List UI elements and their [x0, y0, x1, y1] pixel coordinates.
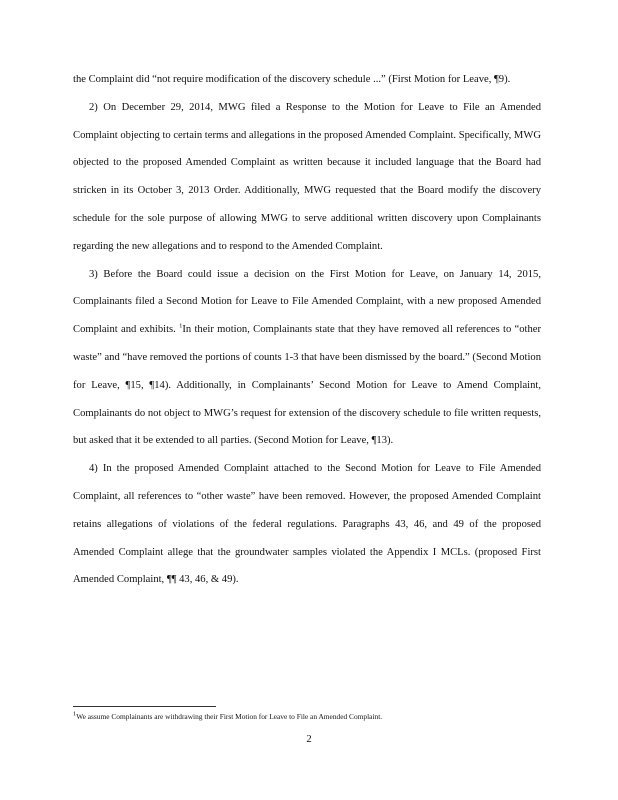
page-number: 2: [306, 734, 312, 745]
footnote-text: We assume Complainants are withdrawing their First Motion for Leave to File an Amended Complaint.: [76, 712, 383, 721]
paragraph-3-before-note: 3) Before the Board could issue a decision on the First Motion for Leave, on January 14, 2015, Complainants filed a Second Motion for Leave to File Amended Complaint, with a new proposed Amended Complaint and exhibits.: [73, 268, 541, 336]
paragraph-continuation: the Complaint did “not require modification of the discovery schedule ...” (First Motion for Leave, ¶9).: [73, 74, 511, 85]
paragraph-3-after-note: In their motion, Complainants state that they have removed all references to “other waste” and “have removed the portions of counts 1-3 that have been dismissed by the board.” (Second Motion for Leave, ¶15, ¶14). Additionally, in Complainants’ Second Motion for Leave to Amend Complaint, Complainants do not object to MWG’s request for extension of the discovery schedule to file written requests, but asked that it be extended to all parties. (Second Motion for Leave, ¶13).: [73, 324, 542, 447]
footnote-divider: [73, 706, 216, 707]
body-text: [73, 66, 541, 594]
paragraph-4: 4) In the proposed Amended Complaint attached to the Second Motion for Leave to File Amended Complaint, all references to “other waste” have been removed. However, the proposed Amended Complaint retains allegations of violations of the federal regulations. Paragraphs 43, 46, and 49 of the proposed Amended Complaint allege that the groundwater samples violated the Appendix I MCLs. (proposed First Amended Complaint, ¶¶ 43, 46, & 49).: [73, 463, 541, 586]
paragraph-2: 2) On December 29, 2014, MWG filed a Response to the Motion for Leave to File an Amended Complaint objecting to certain terms and allegations in the proposed Amended Complaint. Specifically, MWG objected to the proposed Amended Complaint as written because it included language that the Board had stricken in its October 3, 2013 Order. Additionally, MWG requested that the Board modify the discovery schedule for the sole purpose of allowing MWG to serve additional written discovery upon Complainants regarding the new allegations and to respond to the Amended Complaint.: [73, 101, 541, 252]
footnote-reference[interactable]: 1: [179, 322, 183, 330]
paragraph-3: [73, 261, 541, 456]
footnote-marker: 1: [73, 710, 77, 718]
footnote: [73, 712, 541, 722]
